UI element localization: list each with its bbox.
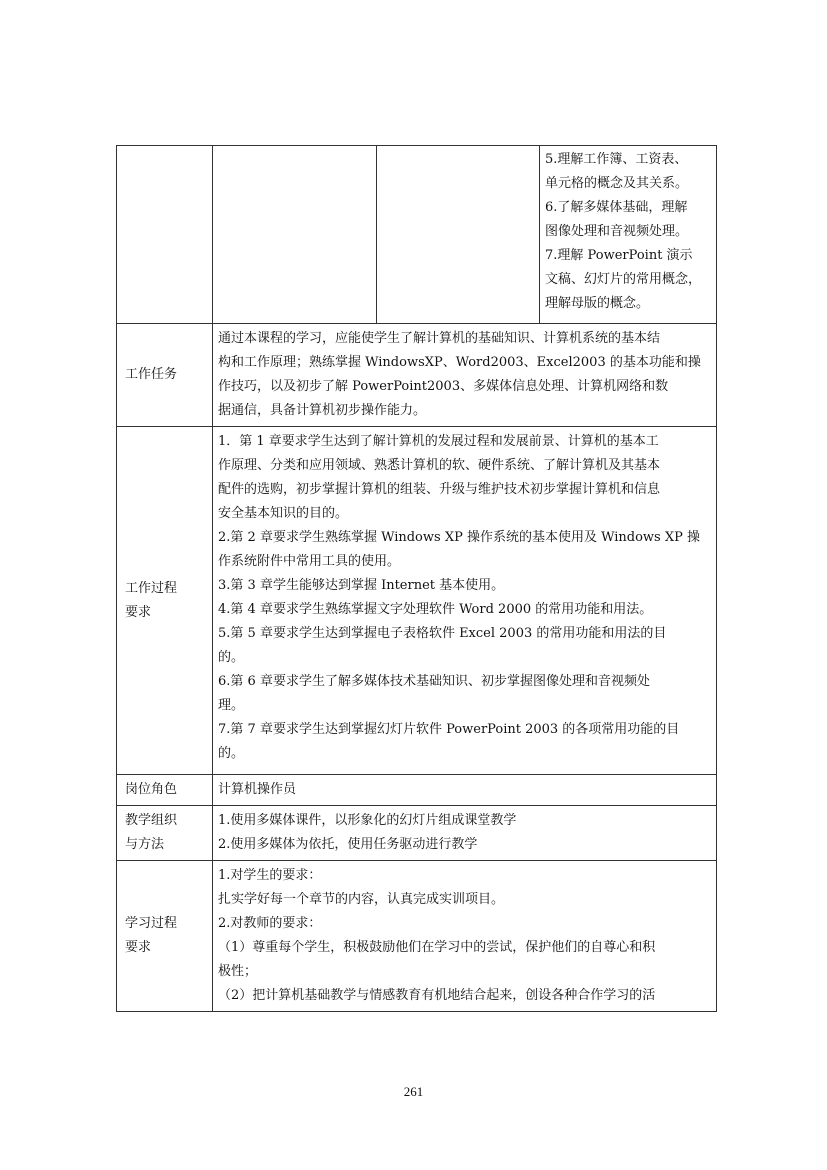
work-task-content	[213, 324, 717, 427]
learning-process-label: 学习过程	[125, 916, 178, 931]
row-label	[117, 806, 213, 861]
text-line: 7.第 7 章要求学生达到掌握幻灯片软件 PowerPoint 2003 的各项常用功能的目	[218, 722, 680, 737]
text-line: 理解母版的概念。	[545, 296, 650, 311]
teaching-method-row	[117, 806, 717, 861]
text-line: 1.对学生的要求：	[218, 868, 322, 883]
continuation-row	[117, 146, 717, 324]
text-line: （1）尊重每个学生，积极鼓励他们在学习中的尝试，保护他们的自尊心和积	[218, 940, 656, 955]
text-line: 7.理解 PowerPoint 演示	[545, 248, 693, 263]
text-line: 2.对教师的要求：	[218, 916, 322, 931]
objectives-cell	[540, 146, 717, 324]
role-value: 计算机操作员	[218, 782, 297, 797]
role-label: 岗位角色	[125, 782, 178, 797]
role-row	[117, 775, 717, 806]
row-label	[117, 775, 213, 806]
text-line: 5.理解工作簿、工资表、	[545, 152, 688, 167]
role-content	[213, 775, 717, 806]
text-line: 单元格的概念及其关系。	[545, 176, 689, 191]
empty-cell	[213, 146, 377, 324]
teaching-method-content	[213, 806, 717, 861]
work-task-row	[117, 324, 717, 427]
text-line: 极性；	[218, 964, 258, 979]
work-task-label: 工作任务	[125, 367, 178, 382]
learning-process-content	[213, 861, 717, 1012]
empty-cell	[117, 146, 213, 324]
row-label	[117, 324, 213, 427]
text-line: 4.第 4 章要求学生熟练掌握文字处理软件 Word 2000 的常用功能和用法。	[218, 602, 653, 617]
text-line: 安全基本知识的目的。	[218, 506, 349, 521]
teaching-method-label: 教学组织	[125, 813, 178, 828]
row-label	[117, 427, 213, 775]
learning-process-label: 要求	[125, 940, 152, 955]
text-line: 3.第 3 章学生能够达到掌握 Internet 基本使用。	[218, 578, 505, 593]
text-line: 作原理、分类和应用领域、熟悉计算机的软、硬件系统、了解计算机及其基本	[218, 458, 661, 473]
row-label	[117, 861, 213, 1012]
text-line: 作技巧，以及初步了解 PowerPoint2003、多媒体信息处理、计算机网络和数	[218, 379, 669, 394]
text-line: 构和工作原理；熟练掌握 WindowsXP、Word2003、Excel2003 的基本功能和操	[218, 355, 701, 370]
text-line: 配件的选购，初步掌握计算机的组装、升级与维护技术初步掌握计算机和信息	[218, 482, 661, 497]
text-line: 文稿、幻灯片的常用概念，	[545, 272, 702, 287]
text-line: 扎实学好每一个章节的内容，认真完成实训项目。	[218, 892, 505, 907]
work-process-label: 工作过程	[125, 580, 178, 596]
text-line: 2.使用多媒体为依托，使用任务驱动进行教学	[218, 837, 478, 852]
text-line: 图像处理和音视频处理。	[545, 224, 689, 239]
page-number: 261	[403, 1084, 424, 1099]
text-line: （2）把计算机基础教学与情感教育有机地结合起来，创设各种合作学习的活	[218, 988, 656, 1003]
text-line: 的。	[218, 650, 245, 665]
work-process-content	[213, 427, 717, 775]
work-process-row	[117, 427, 717, 775]
text-line: 通过本课程的学习，应能使学生了解计算机的基础知识、计算机系统的基本结	[218, 331, 661, 346]
text-line: 1.使用多媒体课件，以形象化的幻灯片组成课堂教学	[218, 813, 517, 828]
text-line: 5.第 5 章要求学生达到掌握电子表格软件 Excel 2003 的常用功能和用法的目	[218, 626, 667, 641]
text-line: 2.第 2 章要求学生熟练掌握 Windows XP 操作系统的基本使用及 Windows XP 操	[218, 530, 700, 545]
work-process-label: 要求	[125, 604, 152, 620]
course-table	[116, 145, 717, 1012]
text-line: 6.了解多媒体基础，理解	[545, 200, 688, 215]
text-line: 据通信，具备计算机初步操作能力。	[218, 403, 427, 418]
text-line: 1．第 1 章要求学生达到了解计算机的发展过程和发展前景、计算机的基本工	[218, 434, 659, 449]
text-line: 6.第 6 章要求学生了解多媒体技术基础知识、初步掌握图像处理和音视频处	[218, 674, 650, 689]
text-line: 理。	[218, 698, 245, 713]
text-line: 的。	[218, 746, 245, 761]
learning-process-row	[117, 861, 717, 1012]
empty-cell	[377, 146, 540, 324]
text-line: 作系统附件中常用工具的使用。	[218, 554, 401, 569]
teaching-method-label: 与方法	[125, 837, 165, 852]
